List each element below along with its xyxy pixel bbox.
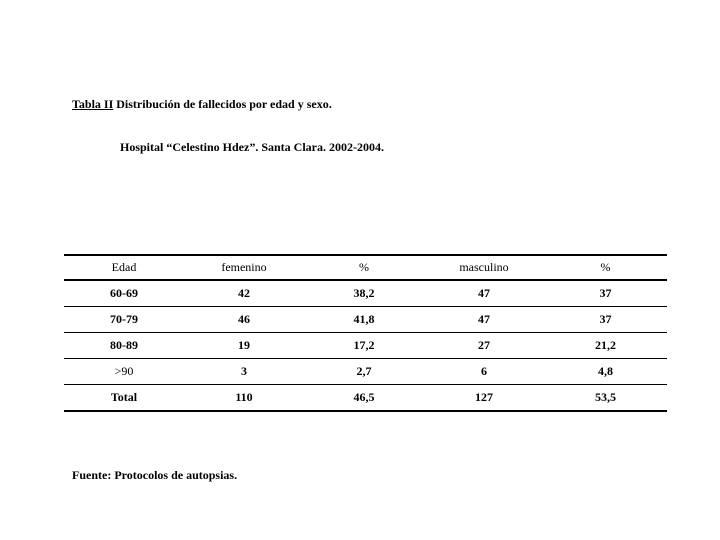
cell-female: 110 — [235, 390, 253, 404]
table-title-label: Tabla II — [72, 97, 114, 111]
header-age: Edad — [111, 260, 137, 274]
table-row — [64, 280, 667, 307]
cell-female-percent: 46,5 — [353, 390, 375, 404]
cell-male: 6 — [481, 364, 487, 378]
header-male-percent: % — [600, 260, 611, 274]
cell-female-percent: 2,7 — [356, 364, 372, 378]
table-subtitle: Hospital “Celestino Hdez”. Santa Clara. 2002-2004. — [120, 140, 384, 154]
cell-male-percent: 53,5 — [595, 390, 616, 404]
cell-female: 19 — [238, 338, 250, 352]
cell-male-percent: 37 — [599, 312, 612, 326]
table-row — [64, 307, 667, 333]
cell-age: >90 — [114, 364, 134, 378]
source-note: Fuente: Protocolos de autopsias. — [72, 468, 238, 482]
table-row — [64, 359, 667, 385]
cell-male: 127 — [475, 390, 493, 404]
cell-female: 42 — [238, 286, 250, 300]
cell-male-percent: 4,8 — [598, 364, 613, 378]
cell-female-percent: 38,2 — [353, 286, 375, 300]
cell-age: 70-79 — [110, 312, 138, 326]
table-title — [72, 97, 332, 112]
cell-male: 27 — [478, 338, 490, 352]
cell-female-percent: 41,8 — [353, 312, 375, 326]
cell-male-percent: 21,2 — [595, 338, 616, 352]
cell-female: 46 — [238, 312, 250, 326]
cell-female-percent: 17,2 — [353, 338, 375, 352]
table-row — [64, 333, 667, 359]
table-title-text: Distribución de fallecidos por edad y sexo. — [113, 97, 332, 111]
deaths-table — [64, 254, 667, 412]
cell-age: 60-69 — [110, 286, 138, 300]
cell-male: 47 — [478, 286, 490, 300]
cell-age: Total — [110, 390, 138, 404]
header-male: masculino — [459, 260, 509, 274]
cell-male-percent: 37 — [599, 286, 612, 300]
table-header-row — [64, 255, 667, 280]
header-female: femenino — [221, 260, 267, 274]
table-row-total — [64, 385, 667, 412]
cell-female: 3 — [241, 364, 247, 378]
header-female-percent: % — [359, 260, 369, 274]
cell-age: 80-89 — [110, 338, 138, 352]
cell-male: 47 — [478, 312, 490, 326]
